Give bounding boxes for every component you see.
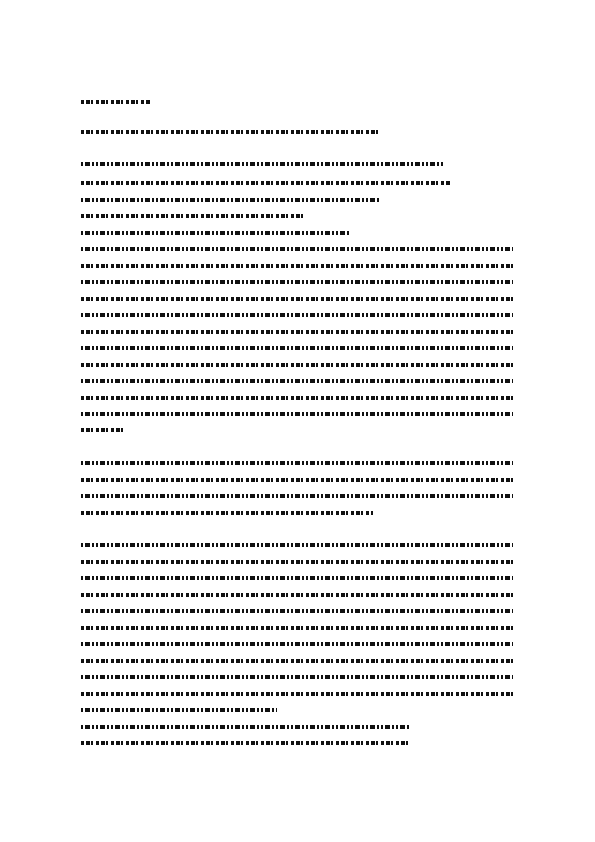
text-line [81, 330, 513, 334]
text-line [81, 609, 513, 613]
text-line [81, 379, 513, 383]
heading-line [81, 100, 151, 104]
text-line [81, 428, 125, 432]
text-line [81, 708, 277, 712]
text-line [81, 396, 513, 400]
text-line [81, 494, 513, 498]
text-line [81, 511, 373, 515]
text-line [81, 626, 513, 630]
text-line [81, 478, 513, 482]
text-line [81, 642, 513, 646]
text-line [81, 741, 411, 745]
text-line [81, 297, 513, 301]
text-line [81, 692, 513, 696]
text-line [81, 543, 513, 547]
text-line [81, 725, 409, 729]
text-line [81, 247, 513, 251]
text-line [81, 198, 381, 202]
text-line [81, 560, 513, 564]
text-line [81, 675, 513, 679]
text-line [81, 280, 513, 284]
text-line [81, 576, 513, 580]
text-line [81, 412, 513, 416]
subtitle-line [81, 130, 379, 134]
text-line [81, 659, 513, 663]
text-line [81, 231, 349, 235]
text-line [81, 346, 513, 350]
text-line [81, 162, 445, 166]
text-line [81, 181, 451, 185]
text-line [81, 461, 513, 465]
text-line [81, 214, 303, 218]
text-line [81, 363, 513, 367]
text-line [81, 264, 513, 268]
text-line [81, 593, 513, 597]
text-line [81, 313, 513, 317]
